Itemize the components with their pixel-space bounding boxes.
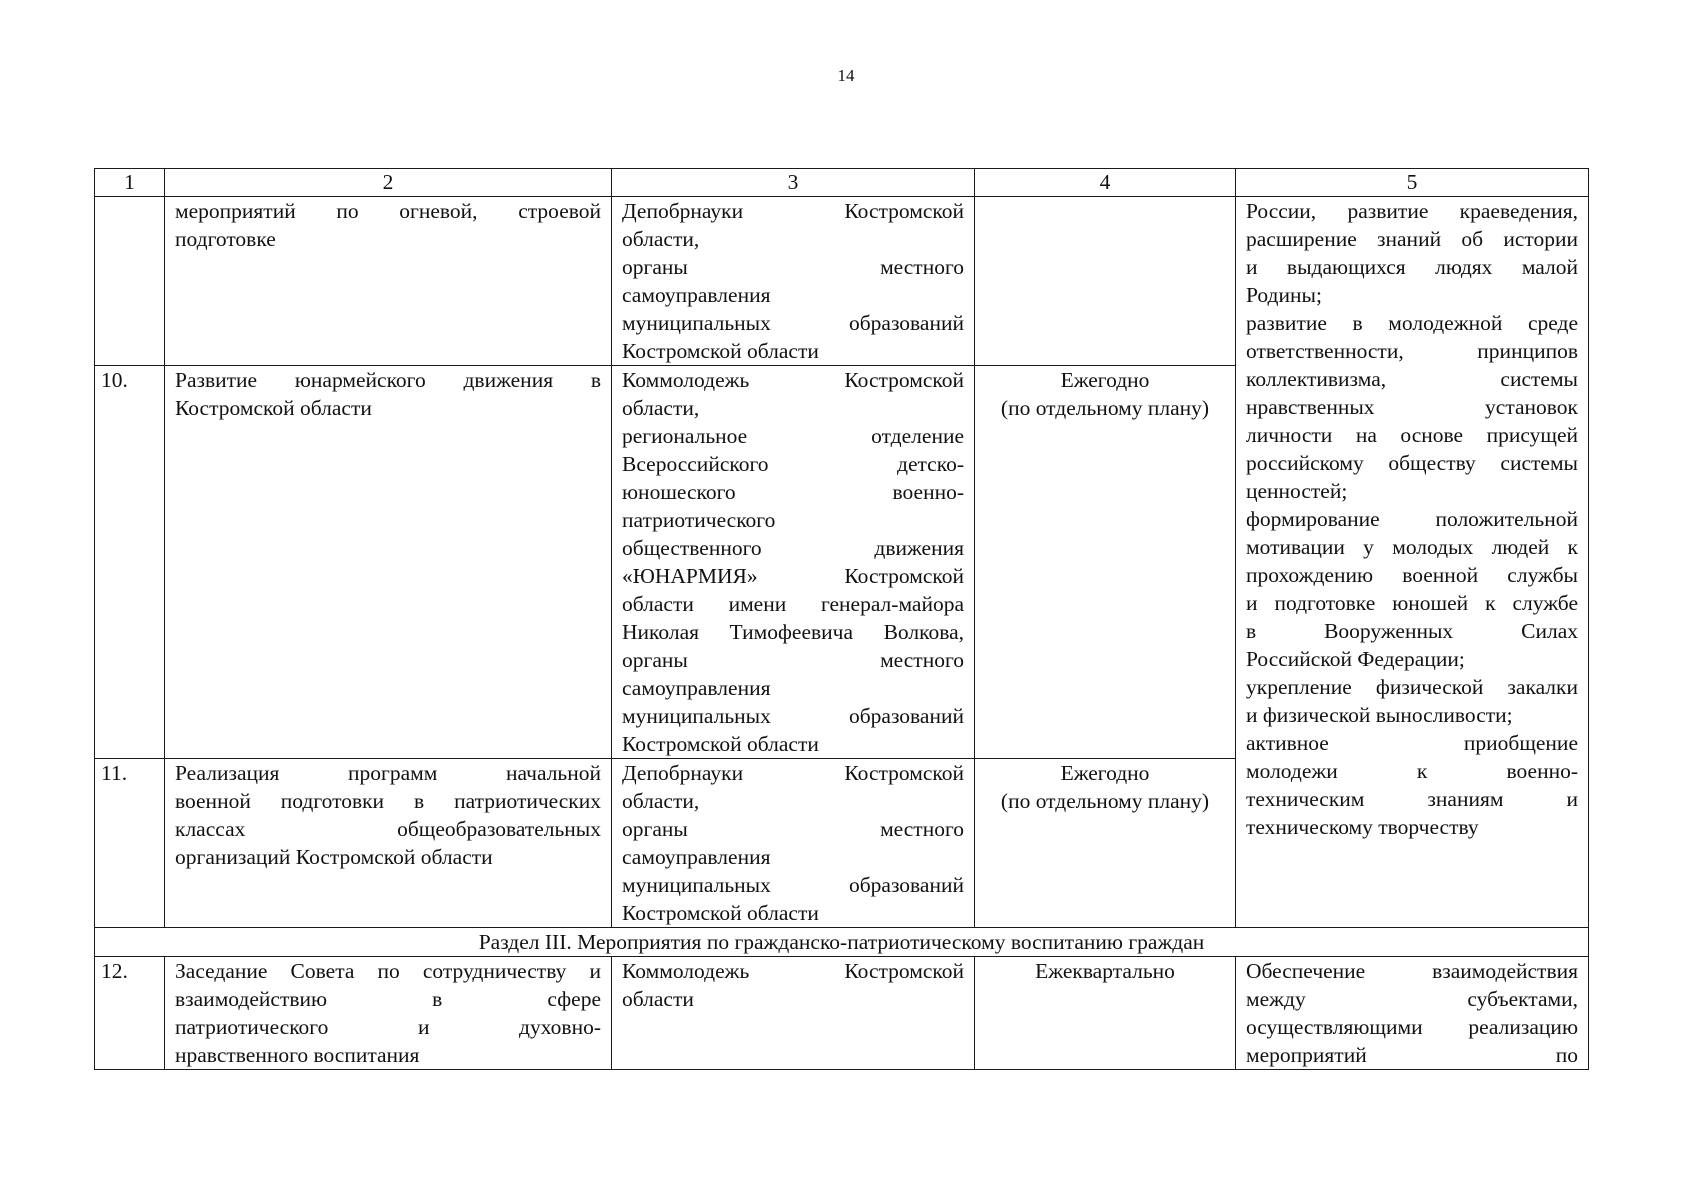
executors-cell xyxy=(612,366,975,759)
executors-line: области, xyxy=(622,789,700,813)
result-line: развитие в молодежной среде xyxy=(1246,311,1578,335)
result-line: техническому творчеству xyxy=(1246,815,1479,839)
result-line: личности на основе присущей xyxy=(1246,423,1578,447)
section-row xyxy=(95,928,1589,957)
header-col-1: 1 xyxy=(95,169,165,197)
table-row-12 xyxy=(95,957,1589,1070)
executors-line: органы местного xyxy=(622,817,964,841)
result-line: Родины; xyxy=(1246,283,1322,307)
result-line: техническим знаниям и xyxy=(1246,787,1578,811)
term-cell xyxy=(975,197,1236,366)
executors-line: общественного движения xyxy=(622,536,964,560)
plan-table xyxy=(94,168,1589,1070)
result-line: и выдающихся людях малой xyxy=(1246,255,1578,279)
executors-line: органы местного xyxy=(622,648,964,672)
result-line: молодежи к военно- xyxy=(1246,759,1578,783)
event-line: Заседание Совета по сотрудничеству и xyxy=(175,959,601,983)
executors-line: Костромской области xyxy=(622,732,819,756)
result-line: активное приобщение xyxy=(1246,731,1578,755)
executors-line: муниципальных образований xyxy=(622,704,964,728)
result-line: мотивации у молодых людей к xyxy=(1246,535,1578,559)
event-line: подготовке xyxy=(175,227,276,251)
executors-cell xyxy=(612,759,975,928)
term-line: Ежегодно xyxy=(1060,368,1150,392)
event-cell xyxy=(165,197,612,366)
event-line: Костромской области xyxy=(175,396,372,420)
result-line: и подготовке юношей к службе xyxy=(1246,591,1578,615)
result-line: ответственности, принципов xyxy=(1246,339,1578,363)
executors-line: муниципальных образований xyxy=(622,873,964,897)
page-number: 14 xyxy=(837,66,855,85)
executors-line: самоуправления xyxy=(622,676,771,700)
result-line: и физической выносливости; xyxy=(1246,703,1513,727)
executors-line: муниципальных образований xyxy=(622,311,964,335)
term-cell xyxy=(975,759,1236,928)
executors-line: области, xyxy=(622,396,700,420)
result-line: нравственных установок xyxy=(1246,395,1578,419)
section-title: Раздел III. Мероприятия по гражданско-патриотическому воспитанию граждан xyxy=(95,928,1589,957)
term-line: Ежегодно xyxy=(1060,761,1150,785)
event-line: патриотического и духовно- xyxy=(175,1015,601,1039)
executors-line: самоуправления xyxy=(622,845,771,869)
executors-cell xyxy=(612,197,975,366)
result-line: осуществляющими реализацию xyxy=(1246,1015,1578,1039)
header-col-5: 5 xyxy=(1236,169,1589,197)
event-line: классах общеобразовательных xyxy=(175,817,601,841)
executors-line: области имени генерал-майора xyxy=(622,592,964,616)
executors-line: «ЮНАРМИЯ» Костромской xyxy=(622,564,964,588)
result-line: между субъектами, xyxy=(1246,987,1578,1011)
executors-line: области, xyxy=(622,227,700,251)
result-line: в Вооруженных Силах xyxy=(1246,619,1578,643)
executors-line: патриотического xyxy=(622,508,776,532)
executors-line: Николая Тимофеевича Волкова, xyxy=(622,620,964,644)
executors-line: области xyxy=(622,987,694,1011)
term-line: (по отдельному плану) xyxy=(1000,789,1210,813)
result-line: укрепление физической закалки xyxy=(1246,675,1578,699)
event-line: Развитие юнармейского движения в xyxy=(175,368,601,392)
event-cell xyxy=(165,957,612,1070)
result-line: коллективизма, системы xyxy=(1246,367,1578,391)
executors-line: Костромской области xyxy=(622,339,819,363)
executors-line: органы местного xyxy=(622,255,964,279)
event-cell xyxy=(165,759,612,928)
term-cell xyxy=(975,957,1236,1070)
executors-line: Костромской области xyxy=(622,901,819,925)
result-line: Российской Федерации; xyxy=(1246,647,1465,671)
event-line: мероприятий по огневой, строевой xyxy=(175,199,601,223)
header-col-2: 2 xyxy=(165,169,612,197)
executors-line: Депобрнауки Костромской xyxy=(622,761,964,785)
event-line: Реализация программ начальной xyxy=(175,761,601,785)
term-cell xyxy=(975,366,1236,759)
executors-line: Депобрнауки Костромской xyxy=(622,199,964,223)
event-line: военной подготовки в патриотических xyxy=(175,789,601,813)
table-header-row xyxy=(95,169,1589,197)
row-number xyxy=(95,197,165,366)
result-line: мероприятий по xyxy=(1246,1043,1578,1067)
result-line: расширение знаний об истории xyxy=(1246,227,1578,251)
result-line: России, развитие краеведения, xyxy=(1246,199,1578,223)
header-col-3: 3 xyxy=(612,169,975,197)
row-number: 12. xyxy=(95,957,165,1070)
executors-line: Коммолодежь Костромской xyxy=(622,959,964,983)
term-line: (по отдельному плану) xyxy=(1000,396,1210,420)
executors-line: Коммолодежь Костромской xyxy=(622,368,964,392)
executors-line: юношеского военно- xyxy=(622,480,964,504)
executors-line: региональное отделение xyxy=(622,424,964,448)
result-line: ценностей; xyxy=(1246,479,1348,503)
executors-line: Всероссийского детско- xyxy=(622,452,964,476)
result-line: российскому обществу системы xyxy=(1246,451,1578,475)
term-line: Ежеквартально xyxy=(1035,959,1175,983)
result-line: формирование положительной xyxy=(1246,507,1578,531)
result-cell xyxy=(1236,957,1589,1070)
row-number: 10. xyxy=(95,366,165,759)
result-line: прохождению военной службы xyxy=(1246,563,1578,587)
table-row-continuation xyxy=(95,197,1589,366)
header-col-4: 4 xyxy=(975,169,1236,197)
results-merged-cell xyxy=(1236,197,1589,928)
event-line: организаций Костромской области xyxy=(175,845,493,869)
result-line: Обеспечение взаимодействия xyxy=(1246,959,1578,983)
event-line: взаимодействию в сфере xyxy=(175,987,601,1011)
executors-line: самоуправления xyxy=(622,283,771,307)
row-number: 11. xyxy=(95,759,165,928)
event-cell xyxy=(165,366,612,759)
executors-cell xyxy=(612,957,975,1070)
event-line: нравственного воспитания xyxy=(175,1043,420,1067)
